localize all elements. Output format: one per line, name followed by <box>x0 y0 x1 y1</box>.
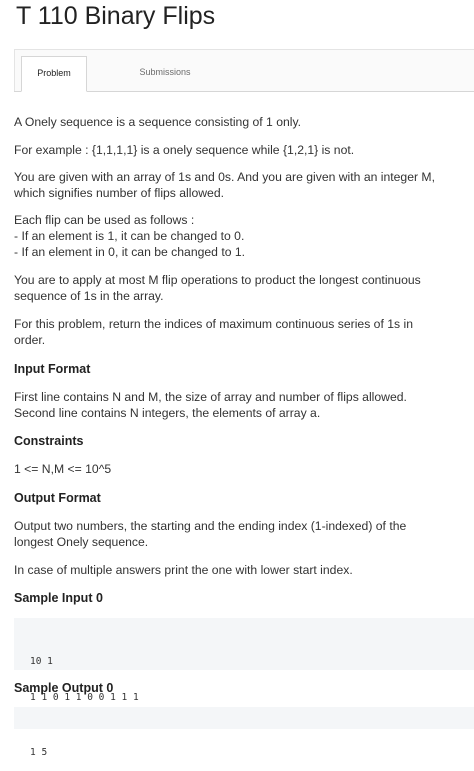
input-format-line-1: First line contains N and M, the size of array and number of flips allowed. <box>14 390 407 404</box>
input-format-heading: Input Format <box>14 362 91 376</box>
sample-input-line-2: 1 1 0 1 1 0 0 1 1 1 <box>30 692 139 703</box>
output-format-heading: Output Format <box>14 491 101 505</box>
statement-paragraph-6-line-1: For this problem, return the indices of maximum continuous series of 1s in <box>14 317 413 331</box>
statement-paragraph-5-line-1: You are to apply at most M flip operations to product the longest continuous <box>14 273 421 287</box>
statement-paragraph-4-line-1: Each flip can be used as follows : <box>14 213 195 227</box>
tab-bar <box>14 49 474 91</box>
statement-paragraph-3-line-1: You are given with an array of 1s and 0s. And you are given with an integer M, <box>14 170 435 184</box>
output-format-line-3: In case of multiple answers print the one with lower start index. <box>14 563 353 577</box>
sample-input-line-1: 10 1 <box>30 656 53 667</box>
sample-output-line-1: 1 5 <box>30 747 48 758</box>
constraints-heading: Constraints <box>14 434 84 448</box>
sample-output-code-block <box>14 707 474 758</box>
tab-submissions[interactable]: Submissions <box>139 67 191 77</box>
statement-paragraph-1: A Onely sequence is a sequence consisting of 1 only. <box>14 115 302 129</box>
constraints-line-1: 1 <= N,M <= 10^5 <box>14 462 112 476</box>
tab-problem[interactable]: Problem <box>21 56 87 92</box>
sample-output-heading: Sample Output 0 <box>14 681 114 695</box>
page-title: T 110 Binary Flips <box>16 2 216 30</box>
output-format-line-2: longest Onely sequence. <box>14 535 149 549</box>
statement-paragraph-4-line-3: - If an element in 0, it can be changed to 1. <box>14 245 246 259</box>
input-format-line-2: Second line contains N integers, the elements of array a. <box>14 406 321 420</box>
statement-paragraph-2: For example : {1,1,1,1} is a onely sequence while {1,2,1} is not. <box>14 143 355 157</box>
output-format-line-1: Output two numbers, the starting and the ending index (1-indexed) of the <box>14 519 407 533</box>
statement-paragraph-3-line-2: which signifies number of flips allowed. <box>14 186 224 200</box>
statement-paragraph-5-line-2: sequence of 1s in the array. <box>14 289 164 303</box>
sample-input-heading: Sample Input 0 <box>14 591 103 605</box>
statement-paragraph-6-line-2: order. <box>14 333 46 347</box>
statement-paragraph-4-line-2: - If an element is 1, it can be changed to 0. <box>14 229 245 243</box>
